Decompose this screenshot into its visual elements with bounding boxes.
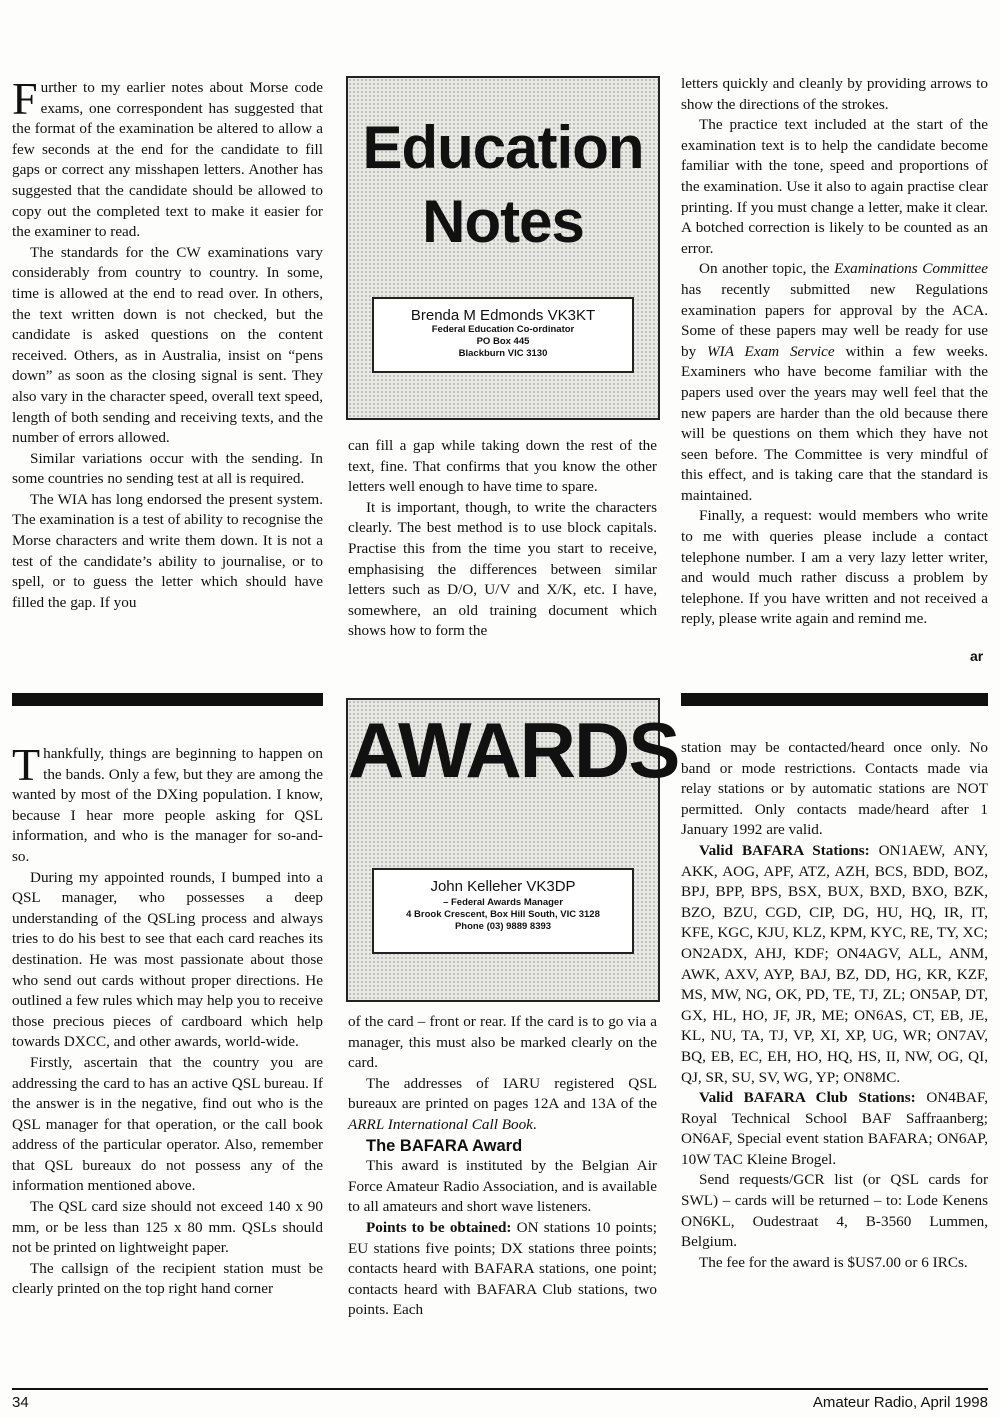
- education-author-po: PO Box 445: [476, 336, 530, 347]
- awards-paragraph-12: Valid BAFARA Club Stations: ON4BAF, Royal Technical School BAF Saffraanberg; ON6AF, Special event station BAFARA; ON6AP, 10W TAC Kleine Brogel.: [681, 1089, 989, 1168]
- awards-paragraph-4: The QSL card size should not exceed 140 x 90 mm, or be less than 125 x 80 mm. QSLs should not be printed on lightweight paper.: [12, 1198, 323, 1257]
- education-paragraph-10: Finally, a request: would members who write to me with queries please include a contact telephone number. I am a very lazy letter writer, and would much rather discuss a problem by telephone. If you have written and not received a reply, please write again and remind me.: [681, 507, 988, 628]
- bafara-award-heading: The BAFARA Award: [366, 1136, 523, 1155]
- education-author-box: [372, 297, 634, 373]
- page-number: 34: [12, 1394, 29, 1411]
- education-title-line1: Education: [362, 114, 644, 181]
- education-column-2: [348, 436, 657, 642]
- awards-paragraph-8: This award is instituted by the Belgian Air Force Amateur Radio Association, and is available to all amateurs and short wave listeners.: [348, 1157, 657, 1216]
- awards-paragraph-14: The fee for the award is $US7.00 or 6 IRCs.: [699, 1253, 968, 1271]
- education-column-3: [681, 74, 988, 630]
- education-paragraph-9: On another topic, the Examinations Committee has recently submitted new Regulations examination papers for approval by the ACA. Some of these papers may well be ready for use by WIA Exam Service within a few weeks. Examiners who have become familiar with the papers used over the years may well feel that the new papers are harder than the old because there will be questions on them which they have not seen before. The Committee is very mindful of this effect, and is taking care that the standard is maintained.: [681, 260, 989, 504]
- publication-name: Amateur Radio, April 1998: [812, 1394, 988, 1411]
- section-divider-left: [12, 693, 323, 706]
- awards-column-1: [12, 739, 323, 1300]
- awards-title: AWARDS: [348, 706, 679, 794]
- awards-paragraph-2: During my appointed rounds, I bumped into a QSL manager, who possesses a deep understanding of the QSLing process and always tries to do his best to see that each card reaches its destination. He was most passionate about those who send out cards without proper directions. He outlined a few rules which may help you to receive those precious pieces of cardboard which help towards DXCC, and other awards, world-wide.: [12, 868, 323, 1051]
- education-author-name: Brenda M Edmonds VK3KT: [410, 307, 596, 324]
- awards-author-phone: Phone (03) 9889 8393: [454, 921, 552, 932]
- drop-cap: T: [12, 739, 41, 790]
- awards-author-name: John Kelleher VK3DP: [430, 878, 576, 895]
- education-paragraph-8: The practice text included at the start of the examination text is to help the candidate become familiar with the tone, speed and proportions of the examination. Use it also to again practise clear printing. If you must change a letter, make it clear. A botched correction is likely to be counted as an error.: [681, 116, 988, 257]
- education-title-line2: Notes: [422, 188, 584, 255]
- awards-title-box: [346, 698, 679, 1002]
- awards-paragraph-9: Points to be obtained: ON stations 10 points; EU stations five points; DX stations three points; contacts heard with BAFARA stations, one point; contacts heard with BAFARA Club stations, two points. Each: [348, 1218, 657, 1319]
- drop-cap: F: [12, 73, 38, 124]
- awards-paragraph-7: The addresses of IARU registered QSL bureaux are printed on pages 12A and 13A of the ARRL International Call Book.: [348, 1074, 657, 1133]
- education-signoff: ar: [970, 648, 984, 664]
- education-paragraph-2: The standards for the CW examinations vary considerably from country to country. In some, time is allowed at the end to read over. In others, the text written down is not checked, but the candidate is asked questions on the content received. Others, as in Australia, insist on “pens down” as soon as the closing signal is sent. They also vary in the character speed, overall text speed, length of both sending and receiving texts, and the number of errors allowed.: [12, 243, 323, 447]
- awards-column-3: [681, 738, 988, 1273]
- education-paragraph-3: Similar variations occur with the sending. In some countries no sending test at all is required.: [12, 449, 323, 488]
- education-paragraph-7: letters quickly and cleanly by providing arrows to show the directions of the strokes.: [681, 75, 988, 113]
- education-title-box: [346, 76, 660, 420]
- education-paragraph-5: can fill a gap while taking down the rest of the text, fine. That confirms that you know the other letters well enough to have time to spare.: [348, 437, 657, 496]
- awards-paragraph-13: Send requests/GCR list (or QSL cards for SWL) – cards will be returned – to: Lode Kenens ON6KL, Oudestraat 4, B-3560 Lummen, Belgium.: [681, 1171, 988, 1251]
- awards-paragraph-10: station may be contacted/heard once only. No band or mode restrictions. Contacts made via relay stations or by automatic stations are NOT permitted. Only contacts made/heard after 1 January 1992 are valid.: [681, 739, 988, 839]
- section-divider-right: [681, 693, 988, 706]
- education-column-1: [12, 73, 323, 613]
- education-paragraph-6: It is important, though, to write the characters clearly. The best method is to use block capitals. Practise this from the time you start to receive, emphasising the differences between similar letters such as D/O, U/V and X/K, etc. I have, somewhere, an old training document which shows how to form the: [348, 498, 657, 640]
- education-paragraph-1: Further to my earlier notes about Morse code exams, one correspondent has suggested that the format of the examination be altered to allow a few seconds at the end for the candidate to fill gaps or correct any misshapen letters. Another has suggested that the candidate should be allowed to copy out the completed text to make it easier for the examiner to read.: [12, 73, 323, 241]
- awards-author-address: 4 Brook Crescent, Box Hill South, VIC 3128: [406, 909, 600, 920]
- awards-paragraph-11: Valid BAFARA Stations: ON1AEW, ANY, AKK, AOG, APF, ATZ, AZH, BCS, BDD, BOZ, BPJ, BPP, BPS, BSX, BUX, BXD, BXO, BZK, BZO, BZU, CGD, CIP, DG, HU, HQ, IR, IT, KFE, KGC, KJU, KLZ, KPM, KYC, RE, TY, XC; ON2ADX, AHJ, KDF; ON4AGV, ALL, ANM, AWK, AXV, AYP, BAJ, BZ, DD, HG, KR, KZF, MS, MW, NG, OK, PD, TE, TJ, ZL; ON5AP, DT, GX, HL, HO, JF, JR, ME; ON6AS, CT, EB, JE, KL, NU, TA, TJ, VP, XI, XP, UG, WR; ON7AV, BQ, EB, EC, EH, HO, HQ, HS, II, NW, OG, QI, QJ, SR, SU, SV, WG, YP; ON8MC.: [681, 841, 988, 1086]
- awards-paragraph-1: Thankfully, things are beginning to happen on the bands. Only a few, but they are among the wanted by most of the DXing population. I know, because I hear more people asking for QSL information, and who is the manager for so-and-so.: [12, 739, 323, 865]
- awards-column-2: [348, 1012, 657, 1321]
- footer-rule: [12, 1388, 988, 1390]
- awards-paragraph-3: Firstly, ascertain that the country you are addressing the card to has an active QSL bureau. If the answer is in the negative, find out who is the QSL manager for that operation, or the call book address of the particular operator. Also, remember that QSL bureaux do not possess any of the information mentioned above.: [12, 1053, 323, 1195]
- education-paragraph-4: The WIA has long endorsed the present system. The examination is a test of ability to recognise the Morse characters and write them down. It is not a test of the candidate’s ability to journalise, or to spell, or to guess the letter which should have filled the gap. If you: [12, 490, 323, 611]
- awards-paragraph-5: The callsign of the recipient station must be clearly printed on the top right hand corner: [12, 1259, 323, 1298]
- awards-author-box: [372, 868, 634, 954]
- awards-paragraph-6: of the card – front or rear. If the card is to go via a manager, this must also be marked clearly on the card.: [348, 1013, 657, 1072]
- education-author-city: Blackburn VIC 3130: [458, 348, 548, 359]
- education-author-role: Federal Education Co-ordinator: [431, 324, 575, 335]
- awards-author-role: – Federal Awards Manager: [443, 897, 563, 908]
